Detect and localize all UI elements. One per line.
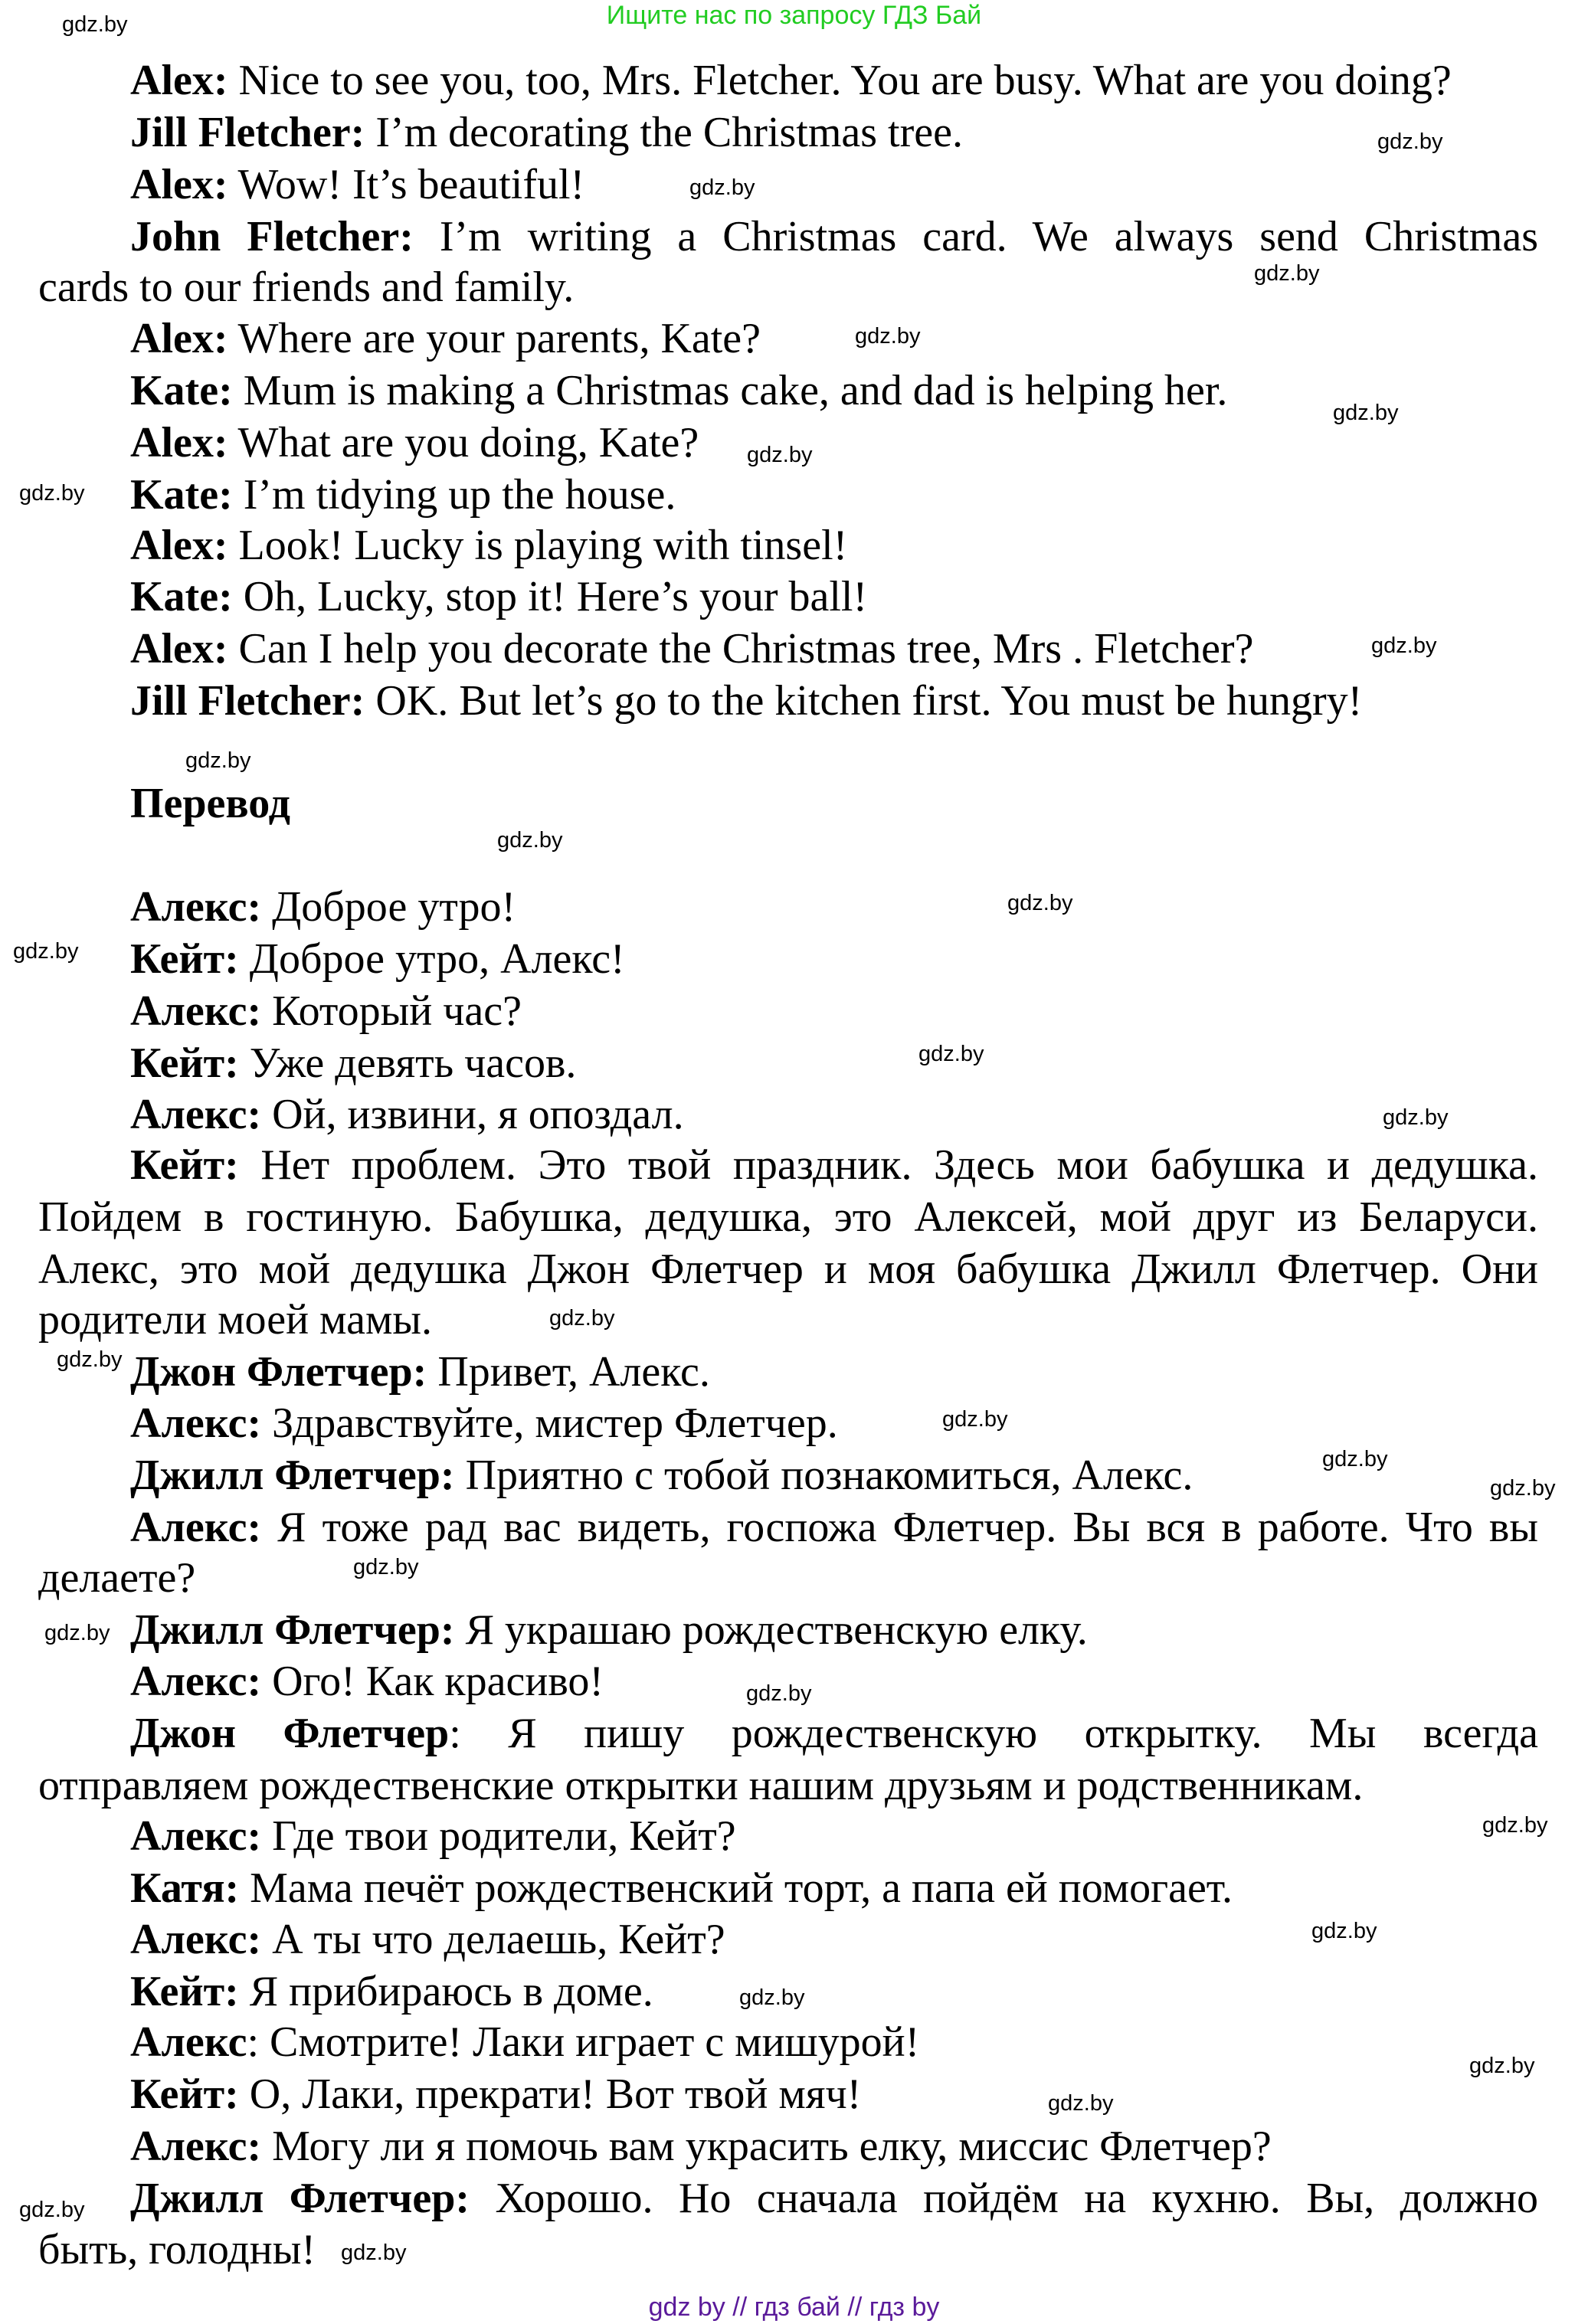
speaker-name: Кейт: <box>130 935 239 983</box>
dialogue-line <box>130 2176 1538 2221</box>
dialogue-line <box>130 1608 1538 1652</box>
dialogue-line <box>130 1659 1538 1704</box>
line-text: Nice to see you, too, Mrs. Fletcher. You are busy. What are you doing? <box>228 57 1452 104</box>
line-text: Хорошо. Но сначала пойдём на кухню. Вы, должно <box>470 2175 1538 2222</box>
line-text: Can I help you decorate the Christmas tree, Mrs . Fletcher? <box>228 625 1254 673</box>
dialogue-line <box>130 2072 1538 2116</box>
watermark: gdz.by <box>1469 2054 1535 2078</box>
watermark: gdz.by <box>19 2198 85 2222</box>
dialogue-line <box>130 316 1538 361</box>
speaker-name: Алекс: <box>130 1658 262 1705</box>
line-text: Я тоже рад вас видеть, госпожа Флетчер. Вы вся в работе. Что вы <box>261 1504 1538 1551</box>
watermark: gdz.by <box>918 1042 984 1066</box>
dialogue-line <box>130 214 1538 259</box>
line-text: Где твои родители, Кейт? <box>261 1812 736 1860</box>
dialogue-line <box>130 2020 1538 2064</box>
dialogue-line <box>130 1143 1538 1187</box>
speaker-name: Alex: <box>130 161 228 208</box>
line-text: Пойдем в гостиную. Бабушка, дедушка, это Алексей, мой друг из Беларуси. <box>38 1193 1538 1241</box>
dialogue-line <box>130 110 1538 155</box>
watermark: gdz.by <box>1007 891 1073 915</box>
speaker-name: Джон Флетчер: <box>130 1348 427 1396</box>
site-footer: gdz by // гдз бай // гдз by <box>648 2293 940 2322</box>
speaker-name: Алекс: <box>130 1091 262 1138</box>
speaker-name: Джон Флетчер <box>130 1710 450 1757</box>
watermark: gdz.by <box>942 1407 1008 1432</box>
line-text: отправляем рождественские открытки нашим друзьям и родственникам. <box>38 1762 1364 1809</box>
line-text: Wow! It’s beautiful! <box>228 161 585 208</box>
watermark: gdz.by <box>1311 1919 1377 1943</box>
line-text: Look! Lucky is playing with tinsel! <box>228 522 848 569</box>
watermark: gdz.by <box>689 175 755 200</box>
line-text: Я прибираюсь в доме. <box>238 1968 653 2015</box>
speaker-name: Jill Fletcher: <box>130 109 365 156</box>
speaker-name: Джилл Флетчер: <box>130 2175 470 2222</box>
site-banner: Ищите нас по запросу ГДЗ Бай <box>606 1 982 30</box>
dialogue-line <box>130 1350 1538 1394</box>
line-text: Могу ли я помочь вам украсить елку, миссис Флетчер? <box>261 2123 1272 2170</box>
watermark: gdz.by <box>739 1985 805 2010</box>
watermark: gdz.by <box>44 1621 110 1645</box>
speaker-name: Kate: <box>130 367 233 414</box>
speaker-name: Кейт: <box>130 2070 239 2118</box>
dialogue-line <box>130 368 1538 413</box>
line-text: I’m tidying up the house. <box>232 471 676 519</box>
speaker-name: Kate: <box>130 471 233 519</box>
watermark: gdz.by <box>19 481 85 506</box>
dialogue-line <box>130 523 1538 568</box>
line-text: быть, голодны! <box>38 2226 316 2273</box>
line-text: А ты что делаешь, Кейт? <box>261 1916 725 1963</box>
line-text: Я украшаю рождественскую елку. <box>454 1606 1088 1654</box>
speaker-name: Alex: <box>130 625 228 673</box>
watermark: gdz.by <box>1383 1105 1449 1130</box>
section-heading <box>130 781 1538 826</box>
dialogue-line <box>38 1556 1538 1600</box>
line-text: Здравствуйте, мистер Флетчер. <box>261 1399 838 1447</box>
line-text: What are you doing, Kate? <box>228 419 699 466</box>
dialogue-line <box>38 2227 1538 2272</box>
speaker-name: Кейт: <box>130 1968 239 2015</box>
speaker-name: Jill Fletcher: <box>130 677 365 725</box>
dialogue-line <box>130 473 1538 517</box>
dialogue-line <box>130 2124 1538 2169</box>
speaker-name: Алекс: <box>130 1504 262 1551</box>
watermark: gdz.by <box>13 939 79 964</box>
line-text: OK. But let’s go to the kitchen first. You must be hungry! <box>365 677 1363 725</box>
dialogue-line <box>130 1969 1538 2014</box>
line-text: cards to our friends and family. <box>38 263 575 311</box>
dialogue-line <box>130 1092 1538 1137</box>
watermark: gdz.by <box>62 12 128 37</box>
dialogue-line <box>38 1195 1538 1239</box>
line-text: I’m writing a Christmas card. We always send Christmas <box>413 213 1539 260</box>
line-text: Ого! Как красиво! <box>261 1658 604 1705</box>
speaker-name: Alex: <box>130 522 228 569</box>
line-text: Привет, Алекс. <box>427 1348 710 1396</box>
speaker-name: Кейт: <box>130 1141 239 1189</box>
dialogue-line <box>130 58 1538 103</box>
line-text: Нет проблем. Это твой праздник. Здесь мои бабушка и дедушка. <box>238 1141 1538 1189</box>
line-text: Мама печёт рождественский торт, а папа ей помогает. <box>239 1864 1233 1912</box>
line-text: Ой, извини, я опоздал. <box>261 1091 684 1138</box>
dialogue-line <box>130 627 1538 671</box>
watermark: gdz.by <box>1048 2091 1114 2116</box>
dialogue-line <box>38 1247 1538 1291</box>
dialogue-line <box>130 1401 1538 1445</box>
dialogue-line <box>130 1041 1538 1085</box>
watermark: gdz.by <box>855 324 921 349</box>
line-text: Доброе утро! <box>261 883 516 931</box>
line-text: Mum is making a Christmas cake, and dad is helping her. <box>232 367 1228 414</box>
line-text: О, Лаки, прекрати! Вот твой мяч! <box>238 2070 862 2118</box>
speaker-name: Джилл Флетчер: <box>130 1606 455 1654</box>
dialogue-line <box>130 162 1538 207</box>
speaker-name: Alex: <box>130 315 228 362</box>
dialogue-line <box>130 1711 1538 1756</box>
line-text: : Я пишу рождественскую открытку. Мы всегда <box>449 1710 1538 1757</box>
speaker-name: Alex: <box>130 57 228 104</box>
dialogue-line <box>130 574 1538 619</box>
line-text: Алекс, это мой дедушка Джон Флетчер и моя бабушка Джилл Флетчер. Они <box>38 1245 1538 1293</box>
line-text: Который час? <box>261 987 522 1035</box>
dialogue-line <box>130 885 1538 929</box>
watermark: gdz.by <box>185 748 251 773</box>
line-text: Приятно с тобой познакомиться, Алекс. <box>454 1452 1193 1499</box>
speaker-name: Kate: <box>130 573 233 620</box>
watermark: gdz.by <box>1322 1447 1388 1471</box>
line-text: Уже девять часов. <box>238 1039 577 1087</box>
watermark: gdz.by <box>1333 401 1399 425</box>
line-text: Oh, Lucky, stop it! Here’s your ball! <box>232 573 868 620</box>
watermark: gdz.by <box>353 1555 419 1579</box>
watermark: gdz.by <box>341 2241 407 2265</box>
speaker-name: John Fletcher: <box>130 213 414 260</box>
speaker-name: Алекс: <box>130 987 262 1035</box>
speaker-name: Алекс: <box>130 2123 262 2170</box>
line-text: I’m decorating the Christmas tree. <box>365 109 963 156</box>
speaker-name: Джилл Флетчер: <box>130 1452 455 1499</box>
watermark: gdz.by <box>1482 1813 1548 1838</box>
dialogue-line <box>130 1866 1538 1910</box>
watermark: gdz.by <box>497 828 563 853</box>
speaker-name: Алекс: <box>130 883 262 931</box>
watermark: gdz.by <box>1490 1476 1556 1501</box>
line-text: Доброе утро, Алекс! <box>238 935 625 983</box>
line-text: : Смотрите! Лаки играет с мишурой! <box>247 2018 920 2066</box>
speaker-name: Алекс: <box>130 1399 262 1447</box>
dialogue-line <box>130 421 1538 465</box>
watermark: gdz.by <box>549 1306 615 1331</box>
speaker-name: Алекс: <box>130 1916 262 1963</box>
watermark: gdz.by <box>746 1681 812 1706</box>
watermark: gdz.by <box>1371 633 1437 658</box>
watermark: gdz.by <box>1254 261 1320 286</box>
dialogue-line <box>38 1763 1538 1808</box>
speaker-name: Катя: <box>130 1864 240 1912</box>
dialogue-line <box>130 1814 1538 1858</box>
dialogue-line <box>130 1505 1538 1550</box>
speaker-name: Alex: <box>130 419 228 466</box>
speaker-name: Алекс <box>130 2018 247 2066</box>
watermark: gdz.by <box>1377 129 1443 154</box>
dialogue-line <box>38 1298 1538 1342</box>
speaker-name: Кейт: <box>130 1039 239 1087</box>
speaker-name: Алекс: <box>130 1812 262 1860</box>
line-text: Where are your parents, Kate? <box>228 315 761 362</box>
line-text: делаете? <box>38 1554 196 1602</box>
watermark: gdz.by <box>57 1347 123 1372</box>
dialogue-line <box>130 679 1538 723</box>
speaker-name: Перевод <box>130 780 290 827</box>
line-text: родители моей мамы. <box>38 1296 433 1344</box>
watermark: gdz.by <box>747 443 813 467</box>
dialogue-line <box>130 937 1538 981</box>
dialogue-line <box>130 989 1538 1033</box>
